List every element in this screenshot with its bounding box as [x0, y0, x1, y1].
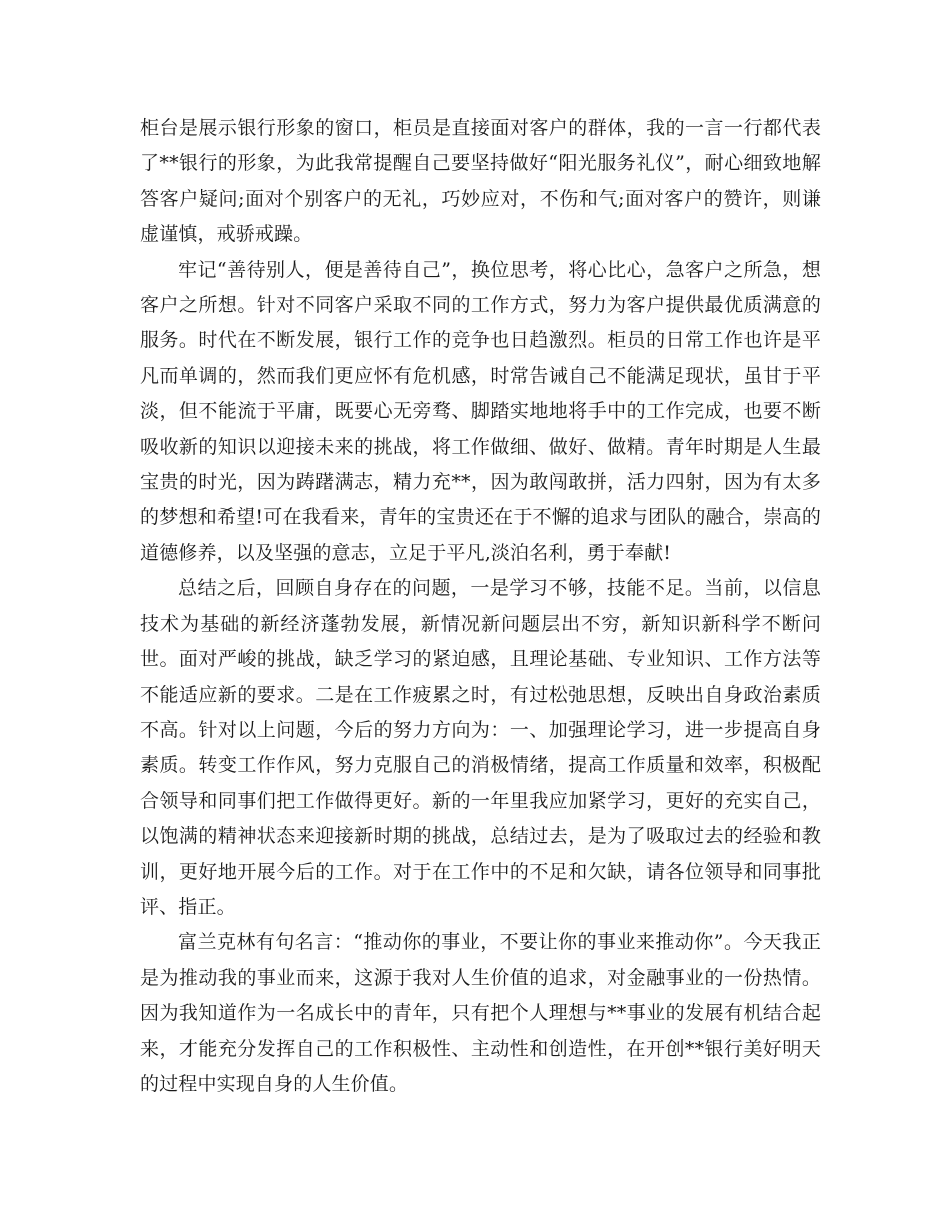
document-body: [140, 111, 821, 1102]
paragraph-counter-service: 柜台是展示银行形象的窗口，柜员是直接面对客户的群体，我的一言一行都代表了**银行的形象，为此我常提醒自己要坚持做好“阳光服务礼仪”，耐心细致地解答客户疑问;面对个别客户的无礼，巧妙应对，不伤和气;面对客户的赞许，则谦虚谨慎，戒骄戒躁。: [140, 117, 821, 246]
paragraph-self-review: 总结之后，回顾自身存在的问题，一是学习不够，技能不足。当前，以信息技术为基础的新经济蓬勃发展，新情况新问题层出不穷，新知识新科学不断问世。面对严峻的挑战，缺乏学习的紧迫感，且理论基础、专业知识、工作方法等不能适应新的要求。二是在工作疲累之时，有过松弛思想，反映出自身政治素质不高。针对以上问题，今后的努力方向为：一、加强理论学习，进一步提高自身素质。转变工作作风，努力克服自己的消极情绪，提高工作质量和效率，积极配合领导和同事们把工作做得更好。新的一年里我应加紧学习，更好的充实自己，以饱满的精神状态来迎接新时期的挑战，总结过去，是为了吸取过去的经验和教训，更好地开展今后的工作。对于在工作中的不足和欠缺，请各位领导和同事批评、指正。: [140, 577, 821, 918]
paragraph-customer-mindset: 牢记“善待别人，便是善待自己”，换位思考，将心比心，急客户之所急，想客户之所想。针对不同客户采取不同的工作方式，努力为客户提供最优质满意的服务。时代在不断发展，银行工作的竞争也日趋激烈。柜员的日常工作也许是平凡而单调的，然而我们更应怀有危机感，时常告诫自己不能满足现状，虽甘于平淡，但不能流于平庸，既要心无旁骛、脚踏实地地将手中的工作完成，也要不断吸收新的知识以迎接未来的挑战，将工作做细、做好、做精。青年时期是人生最宝贵的时光，因为踌躇满志，精力充**，因为敢闯敢拼，活力四射，因为有太多的梦想和希望!可在我看来，青年的宝贵还在于不懈的追求与团队的融合，崇高的道德修养，以及坚强的意志，立足于平凡,淡泊名利，勇于奉献!: [140, 258, 821, 564]
paragraph-franklin-quote: 富兰克林有句名言：“推动你的事业，不要让你的事业来推动你”。今天我正是为推动我的事业而来，这源于我对人生价值的追求，对金融事业的一份热情。因为我知道作为一名成长中的青年，只有把个人理想与**事业的发展有机结合起来，才能充分发挥自己的工作积极性、主动性和创造性，在开创**银行美好明天的过程中实现自身的人生价值。: [140, 931, 821, 1095]
